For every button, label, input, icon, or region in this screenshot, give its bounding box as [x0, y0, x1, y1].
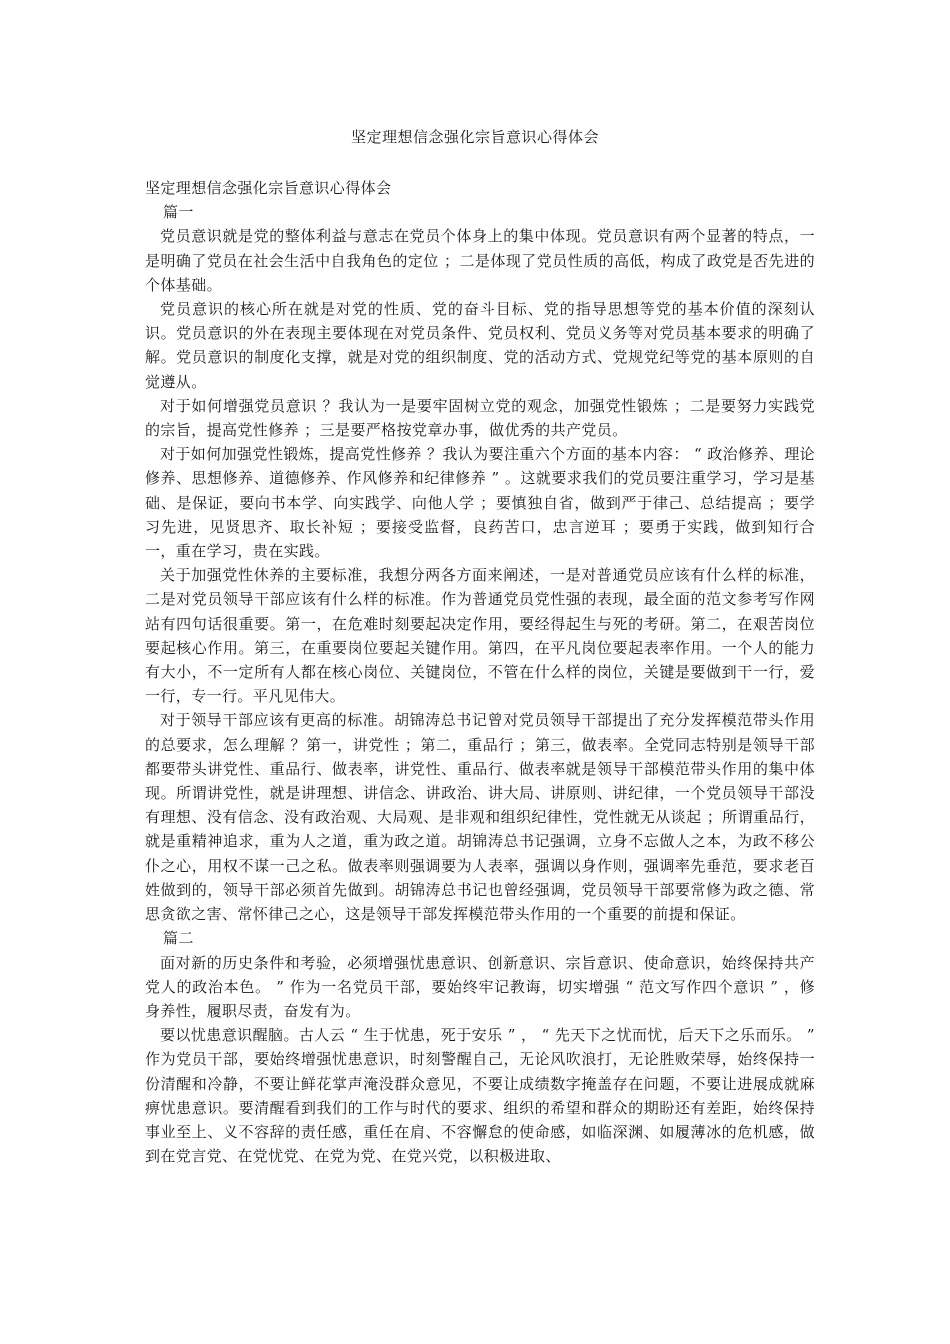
- document-subtitle: 坚定理想信念强化宗旨意识心得体会: [145, 179, 392, 197]
- paragraph: 要以忧患意识醒脑。古人云 “ 生于忧患，死于安乐 ” ， “ 先天下之忧而忧，后天下之乐而乐。 ” 作为党员干部，要始终增强忧患意识，时刻警醒自己，无论风吹浪打，无论胜败荣辱，始终保持一份清醒和冷静，不要让鲜花掌声淹没群众意见，不要让成绩数字掩盖存在问题，不要让进展成就麻痹忧患意识。要清醒看到我们的工作与时代的要求、组织的希望和群众的期盼还有差距，始终保持事业至上、义不容辞的责任感，重任在肩、不容懈怠的使命感，如临深渊、如履薄冰的危机感，做到在党言党、在党忧党、在党为党、在党兴党，以积极进取、: [145, 1026, 815, 1166]
- paragraph: 党员意识的核心所在就是对党的性质、党的奋斗目标、党的指导思想等党的基本价值的深刻认识。党员意识的外在表现主要体现在对党员条件、党员权利、党员义务等对党员基本要求的明确了解。党员意识的制度化支撑，就是对党的组织制度、党的活动方式、党规党纪等党的基本原则的自觉遵从。: [145, 300, 815, 391]
- paragraph: 对于领导干部应该有更高的标准。胡锦涛总书记曾对党员领导干部提出了充分发挥模范带头作用的总要求，怎么理解 ？第一，讲党性 ；第二，重品行 ；第三，做表率。全党同志特别是领导干部都要带头讲党性、重品行、做表率，讲党性、重品行、做表率就是领导干部模范带头作用的集中体现。所谓讲党性，就是讲理想、讲信念、讲政治、讲大局、讲原则、讲纪律，一个党员领导干部没有理想、没有信念、没有政治观、大局观、是非观和组织纪律性，党性就无从谈起 ；所谓重品行，就是重精神追求，重为人之道，重为政之道。胡锦涛总书记强调，立身不忘做人之本，为政不移公仆之心，用权不谋一己之私。做表率则强调要为人表率，强调以身作则，强调率先垂范，要求老百姓做到的，领导干部必须首先做到。胡锦涛总书记也曾经强调，党员领导干部要常修为政之德、常思贪欲之害、常怀律己之心，这是领导干部发挥模范带头作用的一个重要的前提和保证。: [145, 711, 815, 924]
- section-label-1: 篇一: [163, 203, 194, 222]
- document-title: 坚定理想信念强化宗旨意识心得体会: [350, 128, 599, 146]
- paragraph: 对于如何增强党员意识 ？我认为一是要牢固树立党的观念，加强党性锻炼 ；二是要努力实践党的宗旨，提高党性修养 ；三是要严格按党章办事，做优秀的共产党员。: [145, 396, 815, 440]
- document-body: [145, 176, 815, 1168]
- paragraph: 关于加强党性休养的主要标准，我想分两各方面来阐述，一是对普通党员应该有什么样的标准，二是对党员领导干部应该有什么样的标准。作为普通党员党性强的表现，最全面的范文参考写作网站有四句话很重要。第一，在危难时刻要起决定作用，要经得起生与死的考研。第二，在艰苦岗位要起核心作用。第三，在重要岗位要起关键作用。第四，在平凡岗位要起表率作用。一个人的能力有大小，不一定所有人都在核心岗位、关键岗位，不管在什么样的岗位，关键是要做到干一行，爱一行，专一行。平凡见伟大。: [145, 566, 815, 706]
- paragraph: 对于如何加强党性锻炼，提高党性修养 ？我认为要注重六个方面的基本内容： “ 政治修养、理论修养、思想修养、道德修养、作风修养和纪律修养 ” 。这就要求我们的党员要注重学习，学习是基础、是保证，要向书本学、向实践学、向他人学 ；要慎独自省，做到严于律己、总结提高 ；要学习先进，见贤思齐、取长补短 ；要接受监督，良药苦口，忠言逆耳 ；要勇于实践，做到知行合一，重在学习，贵在实践。: [145, 445, 815, 561]
- paragraph: 党员意识就是党的整体利益与意志在党员个体身上的集中体现。党员意识有两个显著的特点，一是明确了党员在社会生活中自我角色的定位 ；二是体现了党员性质的高低，构成了政党是否先进的个体基础。: [145, 227, 815, 294]
- paragraph: 面对新的历史条件和考验，必须增强忧患意识、创新意识、宗旨意识、使命意识，始终保持共产党人的政治本色。 ” 作为一名党员干部，要始终牢记教诲，切实增强 “ 范文写作四个意识 ” ，修身养性，履职尽责，奋发有为。: [145, 953, 815, 1020]
- section-label-2: 篇二: [163, 929, 194, 948]
